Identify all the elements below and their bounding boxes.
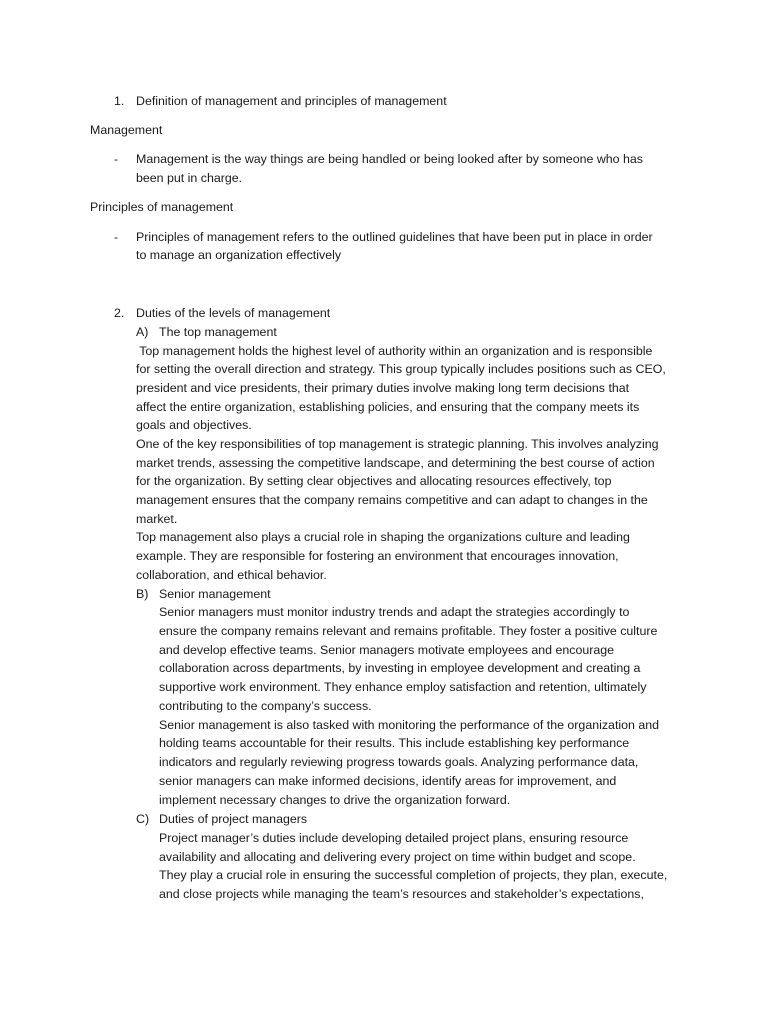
principles-bullet: - <box>114 230 119 244</box>
sub-b-title: Senior management <box>159 587 271 601</box>
sub-c-marker: C) <box>136 812 150 826</box>
sub-a-line: market trends, assessing the competitive landscape, and determining the best course of action <box>136 456 655 470</box>
sub-b-line: Senior managers must monitor industry trends and adapt the strategies accordingly to <box>159 605 630 619</box>
sub-a-line: goals and objectives. <box>136 418 252 432</box>
sub-a-line: One of the key responsibilities of top management is strategic planning. This involves analyzing <box>136 437 659 451</box>
management-def-line: been put in charge. <box>136 171 243 185</box>
sub-b-line: Senior management is also tasked with monitoring the performance of the organization and <box>159 718 660 732</box>
sub-b-line: and develop effective teams. Senior managers motivate employees and encourage <box>159 643 615 657</box>
sub-b-line: contributing to the company’s success. <box>159 699 372 713</box>
management-label: Management <box>90 123 163 137</box>
sub-a-line: for setting the overall direction and strategy. This group typically includes positions such as CEO, <box>136 362 666 376</box>
sub-b-marker: B) <box>136 587 149 601</box>
sub-a-line: collaboration, and ethical behavior. <box>136 568 327 582</box>
sub-a-title: The top management <box>159 325 277 339</box>
principles-def-line: to manage an organization effectively <box>136 248 342 262</box>
sub-c-line: availability and allocating and delivering every project on time within budget and scope. <box>159 850 636 864</box>
management-def-line: Management is the way things are being handled or being looked after by someone who has <box>136 152 643 166</box>
sub-a-line: for the organization. By setting clear objectives and allocating resources effectively, top <box>136 474 612 488</box>
management-bullet: - <box>114 152 119 166</box>
sub-a-marker: A) <box>136 325 149 339</box>
sub-a-line: management ensures that the company remains competitive and can adapt to changes in the <box>136 493 648 507</box>
sub-c-line: Project manager’s duties include developing detailed project plans, ensuring resource <box>159 831 629 845</box>
sub-b-line: holding teams accountable for their results. This include establishing key performance <box>159 736 630 750</box>
sub-c-line: They play a crucial role in ensuring the successful completion of projects, they plan, execute, <box>159 868 668 882</box>
sub-a-line: affect the entire organization, establishing policies, and ensuring that the company meets its <box>136 400 640 414</box>
sub-a-line: Top management also plays a crucial role in shaping the organizations culture and leading <box>136 530 630 544</box>
sub-b-line: ensure the company remains relevant and remains profitable. They foster a positive culture <box>159 624 658 638</box>
sub-b-line: indicators and regularly reviewing progress towards goals. Analyzing performance data, <box>159 755 639 769</box>
sub-b-line: implement necessary changes to drive the organization forward. <box>159 793 511 807</box>
sub-b-line: collaboration across departments, by investing in employee development and creating a <box>159 661 641 675</box>
sub-a-line: market. <box>136 512 178 526</box>
principles-label: Principles of management <box>90 200 234 214</box>
sub-a-line: example. They are responsible for fostering an environment that encourages innovation, <box>136 549 619 563</box>
sub-c-title: Duties of project managers <box>159 812 308 826</box>
sub-b-line: supportive work environment. They enhance employ satisfaction and retention, ultimately <box>159 680 647 694</box>
sub-b-line: senior managers can make informed decisions, identify areas for improvement, and <box>159 774 617 788</box>
principles-def-line: Principles of management refers to the outlined guidelines that have been put in place in order <box>136 230 653 244</box>
section1-heading: Definition of management and principles of management <box>136 94 447 108</box>
sub-a-line: Top management holds the highest level of authority within an organization and is responsible <box>136 344 653 358</box>
section2-number: 2. <box>114 306 125 320</box>
sub-c-line: and close projects while managing the team’s resources and stakeholder’s expectations, <box>159 887 644 901</box>
section2-heading: Duties of the levels of management <box>136 306 331 320</box>
sub-a-line: president and vice presidents, their primary duties involve making long term decisions that <box>136 381 630 395</box>
section1-number: 1. <box>114 94 125 108</box>
